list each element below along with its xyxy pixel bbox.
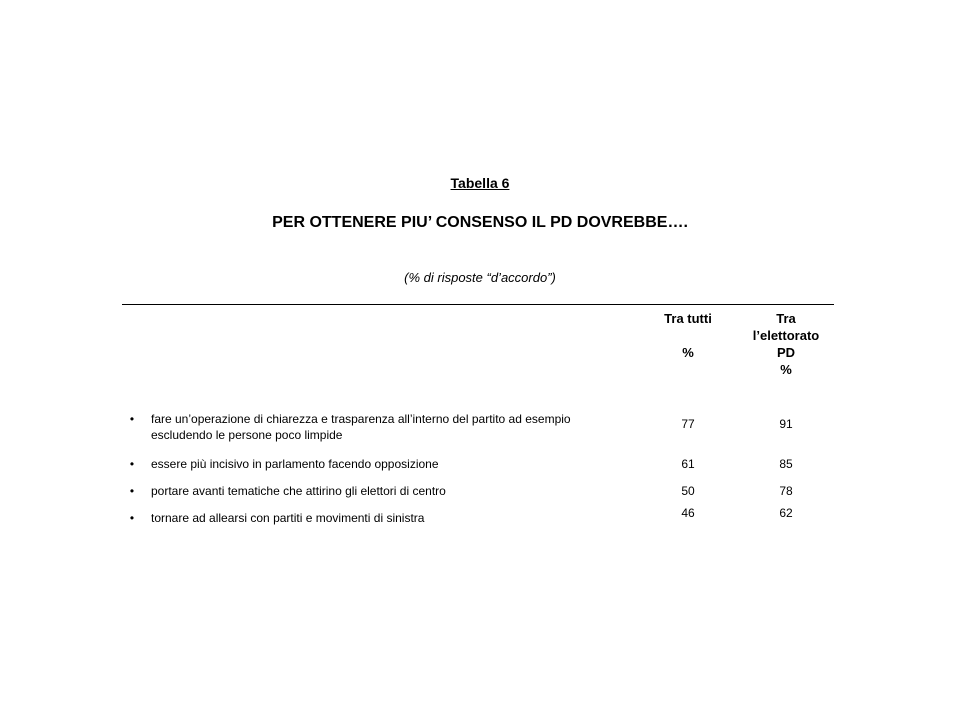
page-subtitle: (% di risposte “d’accordo”) — [404, 270, 556, 285]
row-text: portare avanti tematiche che attirino gli elettori di centro — [151, 484, 446, 498]
row-value-all: 77 — [681, 417, 695, 431]
row-value-all: 46 — [681, 506, 695, 520]
table-caption: Tabella 6 — [450, 175, 510, 191]
row-value-pd: 85 — [779, 457, 793, 471]
column-header-pd — [738, 310, 834, 378]
column-header-all-label: Tra tutti — [664, 311, 712, 326]
bullet-icon: • — [129, 412, 135, 426]
row-text: tornare ad allearsi con partiti e movimenti di sinistra — [151, 511, 425, 525]
bullet-icon: • — [129, 511, 135, 525]
row-value-all: 61 — [681, 457, 695, 471]
column-header-pd-line-1: Tra — [776, 311, 796, 326]
column-header-all-unit: % — [682, 345, 694, 360]
bullet-icon: • — [129, 484, 135, 498]
column-header-pd-unit: % — [780, 362, 792, 377]
row-text: essere più incisivo in parlamento facendo opposizione — [151, 457, 439, 471]
column-header-all — [640, 310, 736, 361]
column-header-pd-line-2: l’elettorato — [752, 328, 820, 343]
table-top-rule — [122, 304, 834, 305]
row-value-pd: 62 — [779, 506, 793, 520]
column-header-pd-line-3: PD — [776, 345, 796, 360]
row-text: fare un’operazione di chiarezza e trasparenza all’interno del partito ad esempio escludendo le persone poco limpide — [151, 412, 571, 442]
bullet-icon: • — [129, 457, 135, 471]
row-value-pd: 78 — [779, 484, 793, 498]
row-value-all: 50 — [681, 484, 695, 498]
page-title: PER OTTENERE PIU’ CONSENSO IL PD DOVREBBE…. — [272, 214, 688, 231]
row-value-pd: 91 — [779, 417, 793, 431]
